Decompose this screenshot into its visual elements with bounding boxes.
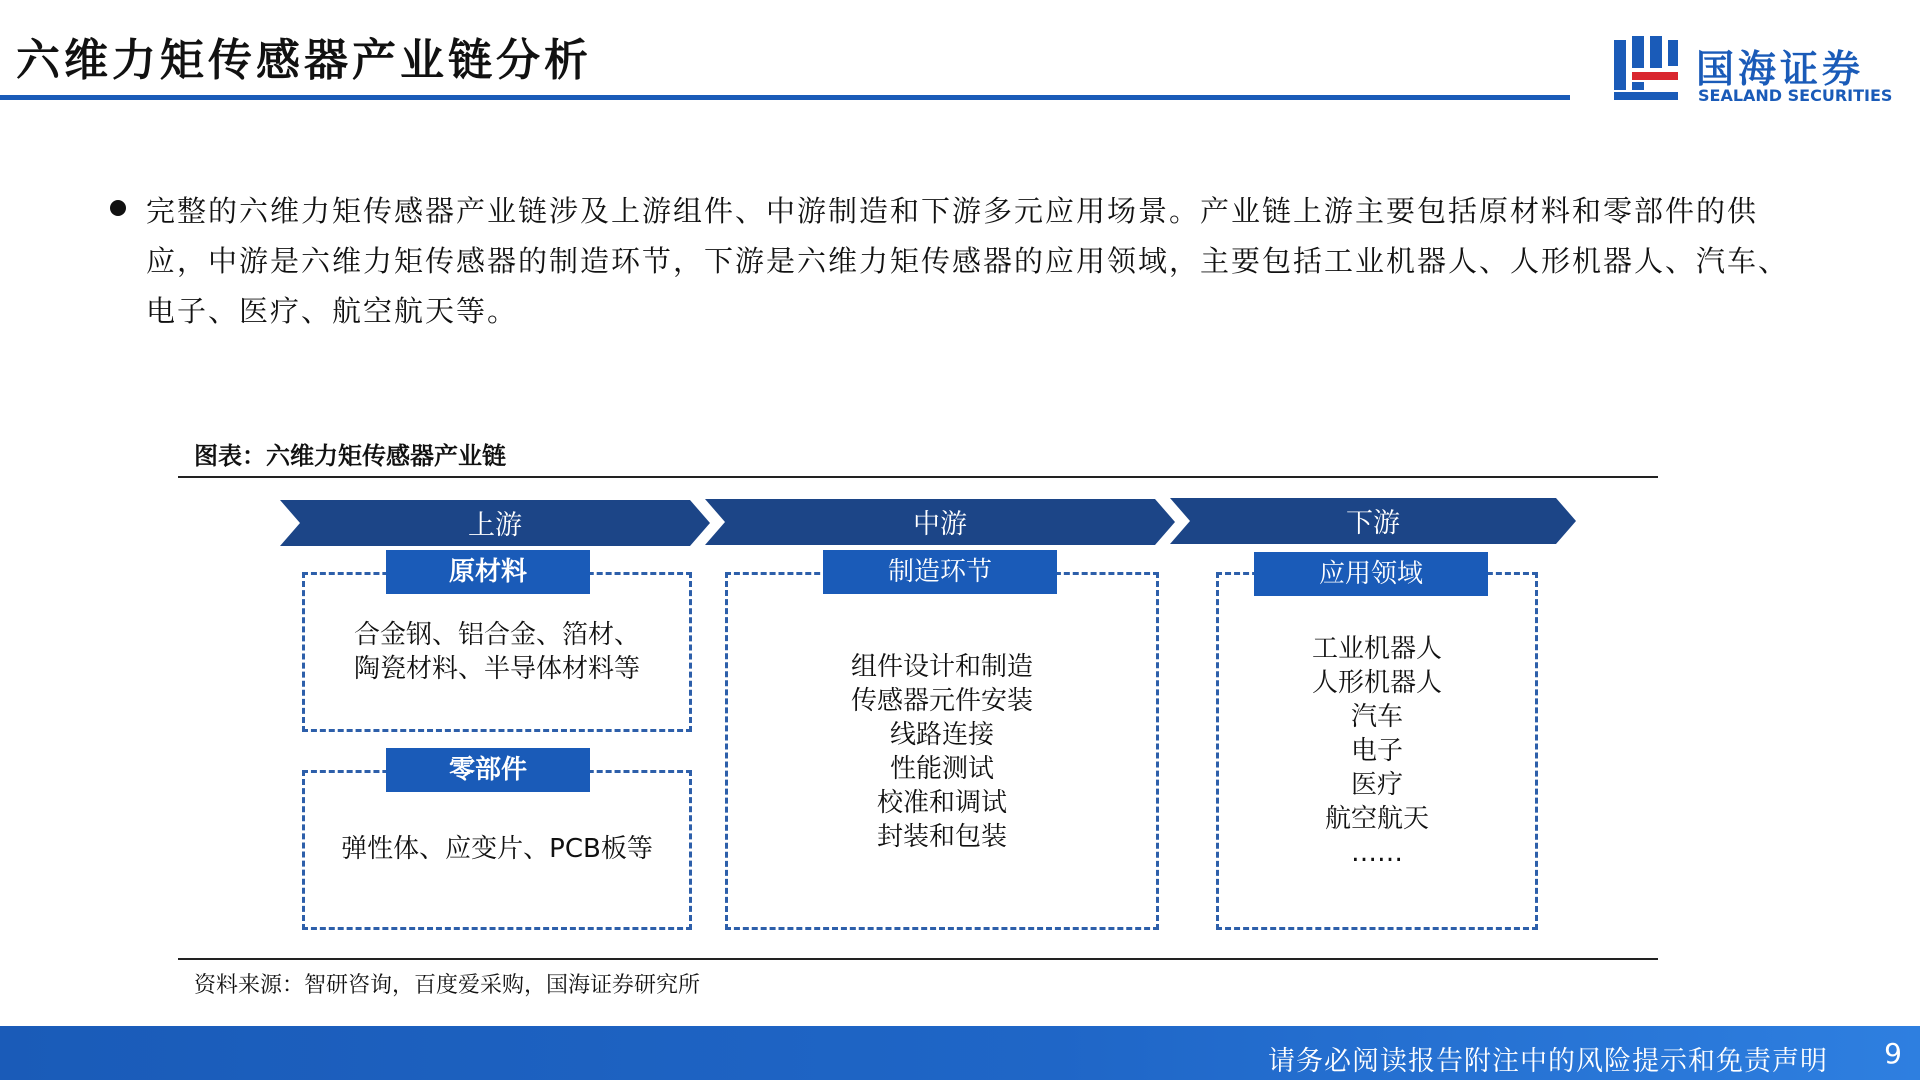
application-line: 汽车 bbox=[1350, 702, 1403, 732]
figure-source: 资料来源：智研咨询，百度爱采购，国海证券研究所 bbox=[194, 973, 701, 998]
summary-paragraph: 完整的六维力矩传感器产业链涉及上游组件、中游制造和下游多元应用场景。产业链上游主要包括原材料和零部件的供应，中游是六维力矩传感器的制造环节，下游是六维力矩传感器的应用领域，主要包括工业机器人、人形机器人、汽车、电子、医疗、航空航天等。 bbox=[146, 194, 1790, 328]
logo-english-name: SEALAND SECURITIES bbox=[1698, 86, 1893, 105]
stage-label-midstream: 中游 bbox=[913, 509, 967, 540]
figure-bottom-rule bbox=[178, 958, 1658, 960]
logo-mark-icon bbox=[1612, 34, 1680, 106]
application-line: 人形机器人 bbox=[1311, 668, 1442, 698]
manufacturing-line: 线路连接 bbox=[889, 720, 994, 750]
title-underline bbox=[0, 95, 1570, 100]
components-header: 零部件 bbox=[386, 748, 590, 792]
manufacturing-line: 校准和调试 bbox=[876, 788, 1007, 818]
figure-title: 图表：六维力矩传感器产业链 bbox=[194, 442, 506, 470]
application-line: 航空航天 bbox=[1324, 804, 1429, 834]
manufacturing-line: 封装和包装 bbox=[876, 822, 1007, 852]
footer-disclaimer: 请务必阅读报告附注中的风险提示和免责声明 bbox=[1268, 1046, 1828, 1077]
manufacturing-line: 组件设计和制造 bbox=[850, 652, 1033, 682]
figure-top-rule bbox=[178, 476, 1658, 478]
raw-materials-header: 原材料 bbox=[386, 550, 590, 594]
application-line: 电子 bbox=[1350, 736, 1403, 766]
page-number: 9 bbox=[1884, 1037, 1902, 1070]
manufacturing-line: 性能测试 bbox=[889, 754, 994, 784]
raw-materials-line-2: 陶瓷材料、半导体材料等 bbox=[353, 654, 640, 684]
application-line: …… bbox=[1351, 838, 1403, 868]
stage-label-downstream: 下游 bbox=[1346, 508, 1400, 539]
components-line-1: 弹性体、应变片、PCB板等 bbox=[341, 834, 653, 864]
applications-header: 应用领域 bbox=[1254, 552, 1488, 596]
raw-materials-line-1: 合金钢、铝合金、箔材、 bbox=[353, 620, 640, 650]
bullet-dot bbox=[110, 200, 126, 216]
logo-chinese-name: 国海证券 bbox=[1696, 47, 1865, 91]
manufacturing-header: 制造环节 bbox=[823, 550, 1057, 594]
stage-label-upstream: 上游 bbox=[468, 510, 522, 541]
page-title: 六维力矩传感器产业链分析 bbox=[16, 35, 592, 86]
company-logo bbox=[1612, 34, 1912, 108]
application-line: 工业机器人 bbox=[1311, 634, 1442, 664]
application-line: 医疗 bbox=[1350, 770, 1403, 800]
manufacturing-line: 传感器元件安装 bbox=[850, 686, 1033, 716]
